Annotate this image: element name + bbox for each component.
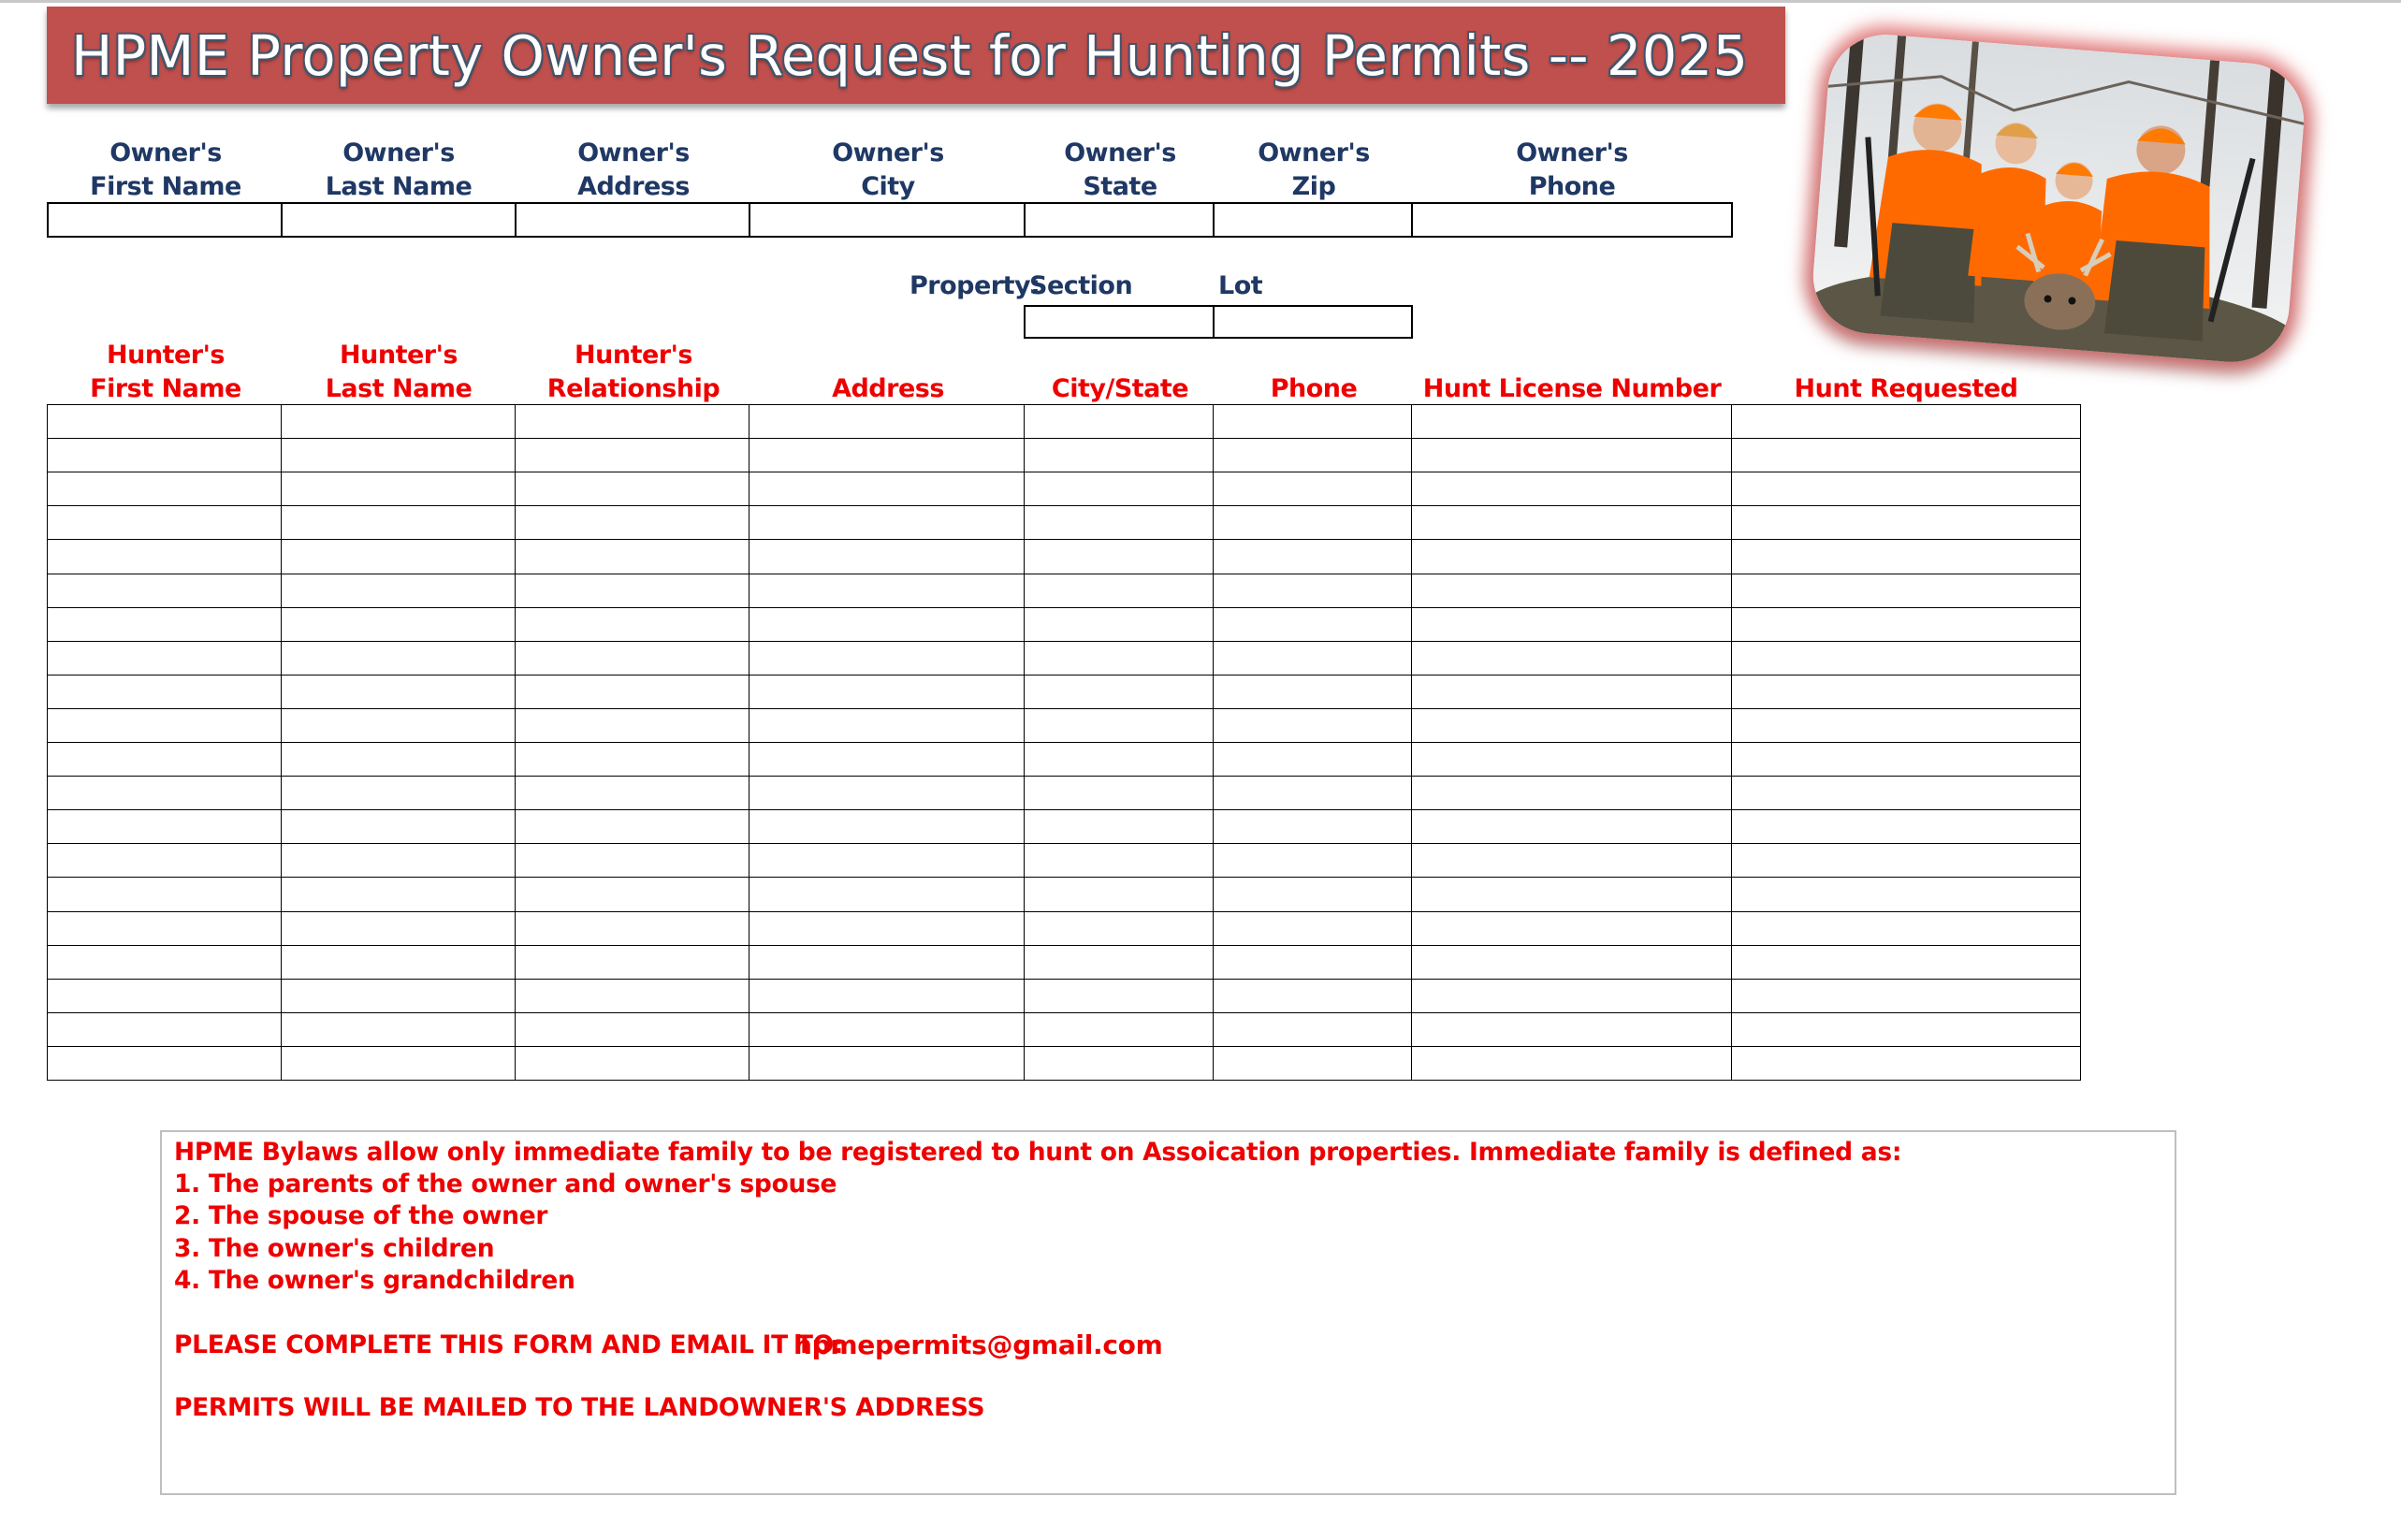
hunter-field[interactable]: [281, 1012, 517, 1048]
hunter-field[interactable]: [515, 539, 750, 574]
hunter-field[interactable]: [1024, 505, 1215, 541]
bylaws-item: 2. The spouse of the owner: [174, 1201, 548, 1230]
hunter-field[interactable]: [1213, 505, 1413, 541]
header-line-2: First Name: [90, 172, 241, 201]
hunter-field[interactable]: [515, 945, 750, 981]
hunter-field[interactable]: [1731, 607, 2081, 643]
hunter-field[interactable]: [749, 574, 1026, 609]
owner-field[interactable]: [749, 202, 1026, 238]
header-line-1: Owner's: [1258, 138, 1370, 167]
hunter-field[interactable]: [1213, 877, 1413, 912]
hunter-field[interactable]: [749, 843, 1026, 879]
hunter-field[interactable]: [1213, 641, 1413, 676]
hunter-column-header: [1719, 339, 2093, 406]
header-line-1: Hunter's: [575, 341, 692, 370]
hunter-field[interactable]: [1731, 1012, 2081, 1048]
hunter-column-header: [1385, 339, 1759, 406]
hunter-field[interactable]: [47, 505, 283, 541]
hunter-field[interactable]: [47, 675, 283, 710]
hunter-field[interactable]: [47, 945, 283, 981]
hunter-field[interactable]: [1213, 574, 1413, 609]
hunter-field[interactable]: [47, 607, 283, 643]
header-line-1: [1719, 339, 2093, 372]
hunter-field[interactable]: [1411, 843, 1733, 879]
header-line-1: Hunter's: [340, 341, 458, 370]
hunter-field[interactable]: [47, 776, 283, 811]
email-address[interactable]: hpmepermits@gmail.com: [793, 1329, 1163, 1360]
hunter-field[interactable]: [1213, 911, 1413, 947]
hunter-field[interactable]: [1411, 809, 1733, 845]
header-line-1: Owner's: [1064, 138, 1176, 167]
header-line-1: Hunter's: [107, 341, 225, 370]
hunter-field[interactable]: [749, 472, 1026, 507]
mailing-note: PERMITS WILL BE MAILED TO THE LANDOWNER'S ADDRESS: [174, 1393, 985, 1422]
hunter-field[interactable]: [1731, 472, 2081, 507]
hunter-field[interactable]: [1213, 607, 1413, 643]
hunter-field[interactable]: [1731, 911, 2081, 947]
hunter-field[interactable]: [1731, 539, 2081, 574]
hunter-field[interactable]: [515, 404, 750, 440]
header-line-2: Zip: [1291, 172, 1336, 201]
hunter-field[interactable]: [1024, 438, 1215, 473]
hunter-field[interactable]: [47, 404, 283, 440]
hunter-field[interactable]: [1024, 607, 1215, 643]
hunter-field[interactable]: [47, 979, 283, 1014]
hunter-field[interactable]: [515, 708, 750, 744]
hunter-field[interactable]: [1213, 809, 1413, 845]
section-label: Section: [1029, 271, 1133, 300]
hunter-field[interactable]: [1411, 1046, 1733, 1082]
hunter-field[interactable]: [749, 539, 1026, 574]
hunter-field[interactable]: [749, 438, 1026, 473]
hunter-field[interactable]: [281, 776, 517, 811]
hunter-field[interactable]: [281, 1046, 517, 1082]
hunter-field[interactable]: [749, 945, 1026, 981]
hunter-field[interactable]: [281, 574, 517, 609]
hunter-field[interactable]: [749, 979, 1026, 1014]
hunter-field[interactable]: [1411, 539, 1733, 574]
owner-field[interactable]: [1024, 202, 1215, 238]
hunter-field[interactable]: [1213, 438, 1413, 473]
hunter-field[interactable]: [1213, 675, 1413, 710]
owner-column-header: [1173, 137, 1454, 204]
hunter-field[interactable]: [1024, 1046, 1215, 1082]
hunter-field[interactable]: [749, 776, 1026, 811]
hunter-field[interactable]: [1024, 809, 1215, 845]
hunter-field[interactable]: [281, 404, 517, 440]
header-line-2: Last Name: [325, 172, 473, 201]
hunter-field[interactable]: [281, 505, 517, 541]
hunter-field[interactable]: [749, 1046, 1026, 1082]
hunter-field[interactable]: [515, 1012, 750, 1048]
hunter-field[interactable]: [1411, 472, 1733, 507]
hunter-field[interactable]: [281, 675, 517, 710]
hunter-field[interactable]: [281, 607, 517, 643]
hunter-field[interactable]: [515, 843, 750, 879]
header-line-1: Owner's: [577, 138, 690, 167]
hunter-field[interactable]: [47, 574, 283, 609]
header-line-1: Owner's: [1516, 138, 1628, 167]
header-line-2: Hunt License Number: [1422, 374, 1722, 403]
hunter-field[interactable]: [1731, 708, 2081, 744]
hunter-field[interactable]: [281, 641, 517, 676]
hunter-field[interactable]: [1731, 1046, 2081, 1082]
hunter-field[interactable]: [1731, 505, 2081, 541]
header-line-2: Relationship: [546, 374, 720, 403]
hunter-field[interactable]: [1213, 539, 1413, 574]
hunter-field[interactable]: [1411, 708, 1733, 744]
hunter-field[interactable]: [1731, 776, 2081, 811]
header-line-2: Address: [832, 374, 944, 403]
hunter-field[interactable]: [515, 911, 750, 947]
hunter-field[interactable]: [749, 742, 1026, 777]
hunter-field[interactable]: [515, 776, 750, 811]
hunter-field[interactable]: [515, 574, 750, 609]
hunter-field[interactable]: [281, 945, 517, 981]
hunter-field[interactable]: [749, 809, 1026, 845]
header-line-2: First Name: [90, 374, 241, 403]
hunter-field[interactable]: [1024, 472, 1215, 507]
hunter-field[interactable]: [1411, 404, 1733, 440]
hunter-field[interactable]: [1731, 742, 2081, 777]
hunter-field[interactable]: [749, 708, 1026, 744]
hunter-field[interactable]: [1731, 843, 2081, 879]
hunter-field[interactable]: [1411, 675, 1733, 710]
hunter-field[interactable]: [47, 539, 283, 574]
hunter-field[interactable]: [1411, 505, 1733, 541]
hunter-field[interactable]: [281, 911, 517, 947]
hunter-field[interactable]: [47, 809, 283, 845]
hunter-field[interactable]: [749, 607, 1026, 643]
bylaws-item: 1. The parents of the owner and owner's spouse: [174, 1170, 837, 1199]
hunter-field[interactable]: [1213, 945, 1413, 981]
hunter-field[interactable]: [749, 641, 1026, 676]
hunter-field[interactable]: [47, 911, 283, 947]
hunter-field[interactable]: [1411, 1012, 1733, 1048]
hunter-field[interactable]: [1731, 877, 2081, 912]
bylaws-item: 3. The owner's children: [174, 1234, 495, 1263]
hunter-field[interactable]: [47, 641, 283, 676]
hunter-field[interactable]: [515, 877, 750, 912]
hunter-field[interactable]: [47, 1046, 283, 1082]
hunter-field[interactable]: [281, 438, 517, 473]
owner-field[interactable]: [1213, 202, 1413, 238]
bylaws-item: 4. The owner's grandchildren: [174, 1266, 575, 1295]
hunter-field[interactable]: [281, 809, 517, 845]
hunter-field[interactable]: [47, 708, 283, 744]
header-line-1: [1385, 339, 1759, 372]
hunter-field[interactable]: [1024, 404, 1215, 440]
page-title: HPME Property Owner's Request for Hunting Permits -- 2025: [71, 22, 1749, 88]
hunter-field[interactable]: [47, 438, 283, 473]
property-label: Property:: [909, 271, 1040, 300]
hunter-field[interactable]: [1731, 574, 2081, 609]
owner-column-header: [1432, 137, 1712, 204]
bylaws-intro: HPME Bylaws allow only immediate family to be registered to hunt on Assoication properties. Immediate family is defined as:: [174, 1138, 1902, 1167]
hunter-field[interactable]: [1411, 877, 1733, 912]
hunter-field[interactable]: [515, 438, 750, 473]
hunter-field[interactable]: [1731, 809, 2081, 845]
hunter-field[interactable]: [1411, 945, 1733, 981]
hunter-field[interactable]: [1024, 945, 1215, 981]
hunter-field[interactable]: [1411, 574, 1733, 609]
hunter-field[interactable]: [515, 675, 750, 710]
hunter-field[interactable]: [47, 843, 283, 879]
header-line-2: City: [861, 172, 915, 201]
hunter-field[interactable]: [1213, 979, 1413, 1014]
header-line-2: Phone: [1528, 172, 1616, 201]
header-line-1: Owner's: [832, 138, 944, 167]
hunter-field[interactable]: [749, 675, 1026, 710]
hunter-field[interactable]: [1024, 742, 1215, 777]
hunter-field[interactable]: [1213, 1012, 1413, 1048]
hunter-field[interactable]: [749, 911, 1026, 947]
hunter-field[interactable]: [749, 505, 1026, 541]
hunter-field[interactable]: [1024, 911, 1215, 947]
hunter-field[interactable]: [515, 809, 750, 845]
lot-field[interactable]: [1213, 305, 1413, 339]
hunter-field[interactable]: [1411, 776, 1733, 811]
hunter-field[interactable]: [749, 404, 1026, 440]
hunter-field[interactable]: [515, 472, 750, 507]
hunter-field[interactable]: [1731, 675, 2081, 710]
hunter-field[interactable]: [1411, 911, 1733, 947]
hunter-field[interactable]: [1213, 1046, 1413, 1082]
header-line-1: Owner's: [342, 138, 455, 167]
hunter-field[interactable]: [1024, 708, 1215, 744]
header-line-2: Address: [577, 172, 690, 201]
hunter-field[interactable]: [1024, 776, 1215, 811]
hunter-field[interactable]: [47, 1012, 283, 1048]
hunter-field[interactable]: [515, 979, 750, 1014]
hunter-field[interactable]: [1024, 877, 1215, 912]
hunter-field[interactable]: [281, 539, 517, 574]
hunter-field[interactable]: [1213, 708, 1413, 744]
header-line-2: City/State: [1051, 374, 1189, 403]
hunter-field[interactable]: [1731, 438, 2081, 473]
hunter-field[interactable]: [281, 843, 517, 879]
hunter-field[interactable]: [1213, 472, 1413, 507]
hunter-field[interactable]: [281, 708, 517, 744]
owner-field[interactable]: [515, 202, 750, 238]
photo-illustration: [1809, 30, 2308, 366]
header-line-2: Hunt Requested: [1794, 374, 2018, 403]
hunter-field[interactable]: [1024, 1012, 1215, 1048]
hunter-field[interactable]: [47, 742, 283, 777]
hunter-field[interactable]: [1411, 438, 1733, 473]
hunter-field[interactable]: [1213, 404, 1413, 440]
hunter-field[interactable]: [1411, 979, 1733, 1014]
owner-column-header: [493, 137, 774, 204]
hunter-field[interactable]: [47, 877, 283, 912]
header-line-1: Owner's: [109, 138, 222, 167]
hunter-field[interactable]: [1213, 742, 1413, 777]
hunter-field[interactable]: [47, 472, 283, 507]
hunter-field[interactable]: [1731, 641, 2081, 676]
hunter-field[interactable]: [1213, 776, 1413, 811]
hunter-field[interactable]: [281, 979, 517, 1014]
top-border: [0, 0, 2401, 3]
hunter-field[interactable]: [515, 505, 750, 541]
owner-field[interactable]: [281, 202, 517, 238]
hunter-field[interactable]: [1024, 675, 1215, 710]
hunter-field[interactable]: [1024, 641, 1215, 676]
lot-label: Lot: [1218, 271, 1263, 300]
hunter-field[interactable]: [1411, 742, 1733, 777]
hunter-field[interactable]: [1731, 979, 2081, 1014]
hunter-field[interactable]: [1024, 539, 1215, 574]
owner-field[interactable]: [47, 202, 283, 238]
owner-field[interactable]: [1411, 202, 1733, 238]
hunter-field[interactable]: [515, 742, 750, 777]
hunter-field[interactable]: [1411, 641, 1733, 676]
hunter-field[interactable]: [281, 877, 517, 912]
section-field[interactable]: [1024, 305, 1215, 339]
hunter-field[interactable]: [1411, 607, 1733, 643]
hunting-family-photo: [1809, 30, 2308, 366]
hunter-field[interactable]: [281, 472, 517, 507]
hunter-field[interactable]: [515, 641, 750, 676]
hunter-field[interactable]: [1731, 404, 2081, 440]
hunter-field[interactable]: [1024, 843, 1215, 879]
hunter-field[interactable]: [749, 1012, 1026, 1048]
hunter-field[interactable]: [281, 742, 517, 777]
hunter-field[interactable]: [515, 1046, 750, 1082]
hunter-field[interactable]: [1213, 843, 1413, 879]
email-instruction: PLEASE COMPLETE THIS FORM AND EMAIL IT TO:: [174, 1330, 844, 1359]
header-line-2: State: [1083, 172, 1157, 201]
hunter-field[interactable]: [1731, 945, 2081, 981]
hunter-field[interactable]: [749, 877, 1026, 912]
title-banner: [47, 7, 1785, 104]
header-line-2: Last Name: [325, 374, 473, 403]
header-line-2: Phone: [1270, 374, 1358, 403]
hunter-field[interactable]: [1024, 574, 1215, 609]
hunter-field[interactable]: [515, 607, 750, 643]
hunter-field[interactable]: [1024, 979, 1215, 1014]
